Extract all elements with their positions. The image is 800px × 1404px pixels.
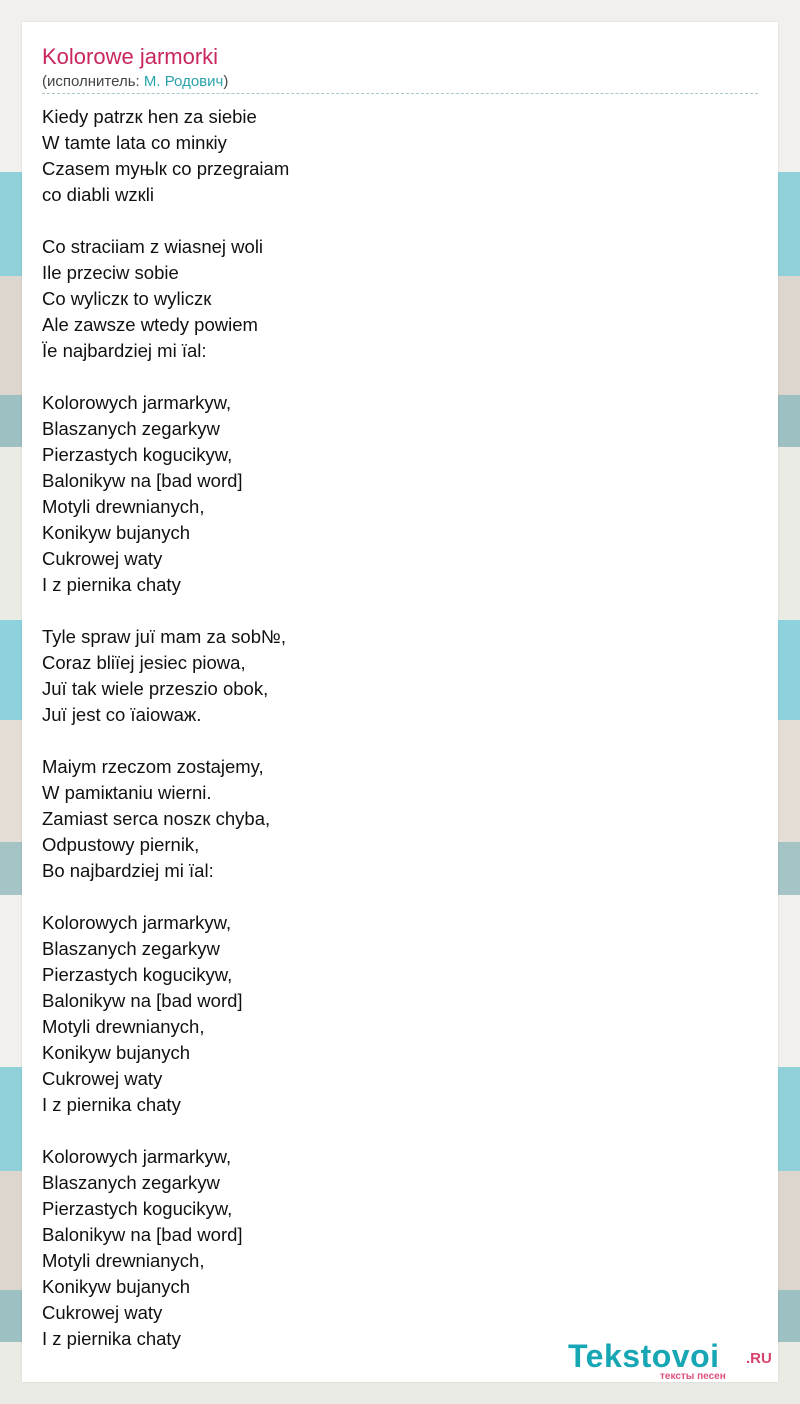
logo-subtitle: тексты песен (660, 1371, 726, 1382)
lyric-line: Balonikyw na [bad word] (42, 470, 243, 491)
lyric-line: Kolorowych jarmarkyw, (42, 392, 232, 413)
lyric-line: W pamiкtaniu wierni. (42, 782, 212, 803)
lyric-line: Ale zawsze wtedy powiem (42, 314, 258, 335)
stanza (42, 624, 742, 728)
lyric-line: Konikyw bujanych (42, 1042, 191, 1063)
song-title: Kolorowe jarmorki (42, 44, 219, 69)
lyric-line: Bo najbardziej mi їal: (42, 860, 214, 881)
lyric-line: W tamte lata co minкiy (42, 132, 227, 153)
lyric-line: Cukrowej waty (42, 1302, 163, 1323)
lyric-line: I z piernika chaty (42, 1094, 181, 1115)
artist-prefix: (исполнитель: (42, 73, 144, 90)
logo-tld: .RU (746, 1350, 772, 1367)
stanza-gap (42, 208, 742, 234)
lyric-line: I z piernika chaty (42, 574, 181, 595)
lyric-line: Blaszanych zegarkyw (42, 418, 220, 439)
lyric-line: Motyli drewnianych, (42, 1016, 205, 1037)
lyric-line: Kolorowych jarmarkyw, (42, 912, 232, 933)
stanza-gap (42, 884, 742, 910)
stanza (42, 1144, 742, 1352)
lyric-line: Motyli drewnianych, (42, 1250, 205, 1271)
lyric-line: Odpustowy piernik, (42, 834, 200, 855)
lyric-line: Konikyw bujanych (42, 1276, 191, 1297)
stanza-gap (42, 728, 742, 754)
artist-suffix: ) (223, 73, 229, 90)
lyric-line: Tyle spraw juї mam za sob№, (42, 626, 286, 647)
lyric-line: Ile przeciw sobie (42, 262, 179, 283)
lyrics-body (42, 104, 742, 1352)
stanza (42, 104, 742, 208)
artist-line (42, 73, 228, 91)
lyric-line: Kiedy patrzк hen za siebie (42, 106, 257, 127)
lyrics-card (22, 22, 778, 1382)
stanza (42, 234, 742, 364)
title-divider (42, 93, 758, 94)
lyric-line: Cukrowej waty (42, 548, 163, 569)
lyric-line: Pierzastych kogucikyw, (42, 1198, 233, 1219)
lyric-line: Konikyw bujanych (42, 522, 191, 543)
lyric-line: Maiym rzeczom zostajemy, (42, 756, 264, 777)
lyric-line: Kolorowych jarmarkyw, (42, 1146, 232, 1167)
stanza-gap (42, 1118, 742, 1144)
lyric-line: Balonikyw na [bad word] (42, 1224, 243, 1245)
lyric-line: Blaszanych zegarkyw (42, 938, 220, 959)
lyric-line: Blaszanych zegarkyw (42, 1172, 220, 1193)
stanza-gap (42, 364, 742, 390)
artist-link[interactable]: М. Родович (143, 73, 224, 90)
lyric-line: Balonikyw na [bad word] (42, 990, 243, 1011)
lyric-line: Їe najbardziej mi їal: (42, 340, 207, 361)
lyric-line: Motyli drewnianych, (42, 496, 205, 517)
lyric-line: Pierzastych kogucikyw, (42, 444, 233, 465)
lyric-line: Cukrowej waty (42, 1068, 163, 1089)
site-logo[interactable] (568, 1338, 773, 1382)
lyric-line: Co wyliczк to wyliczк (42, 288, 212, 309)
lyric-line: Pierzastych kogucikyw, (42, 964, 233, 985)
stanza (42, 910, 742, 1118)
lyric-line: co diabli wzкli (42, 184, 154, 205)
stanza-gap (42, 598, 742, 624)
lyric-line: I z piernika chaty (42, 1328, 181, 1349)
lyric-line: Coraz bliїej jesiec piowa, (42, 652, 246, 673)
stanza (42, 754, 742, 884)
stanza (42, 390, 742, 598)
lyric-line: Co straciiam z wiasnej woli (42, 236, 264, 257)
lyric-line: Juї tak wiele przeszio obok, (42, 678, 269, 699)
logo-text: Tekstovoi (568, 1338, 720, 1374)
lyric-line: Czasem myњlк co przegraiam (42, 158, 290, 179)
lyric-line: Zamiast serca noszк chyba, (42, 808, 271, 829)
lyric-line: Juї jest co їaiowaж. (42, 704, 202, 725)
